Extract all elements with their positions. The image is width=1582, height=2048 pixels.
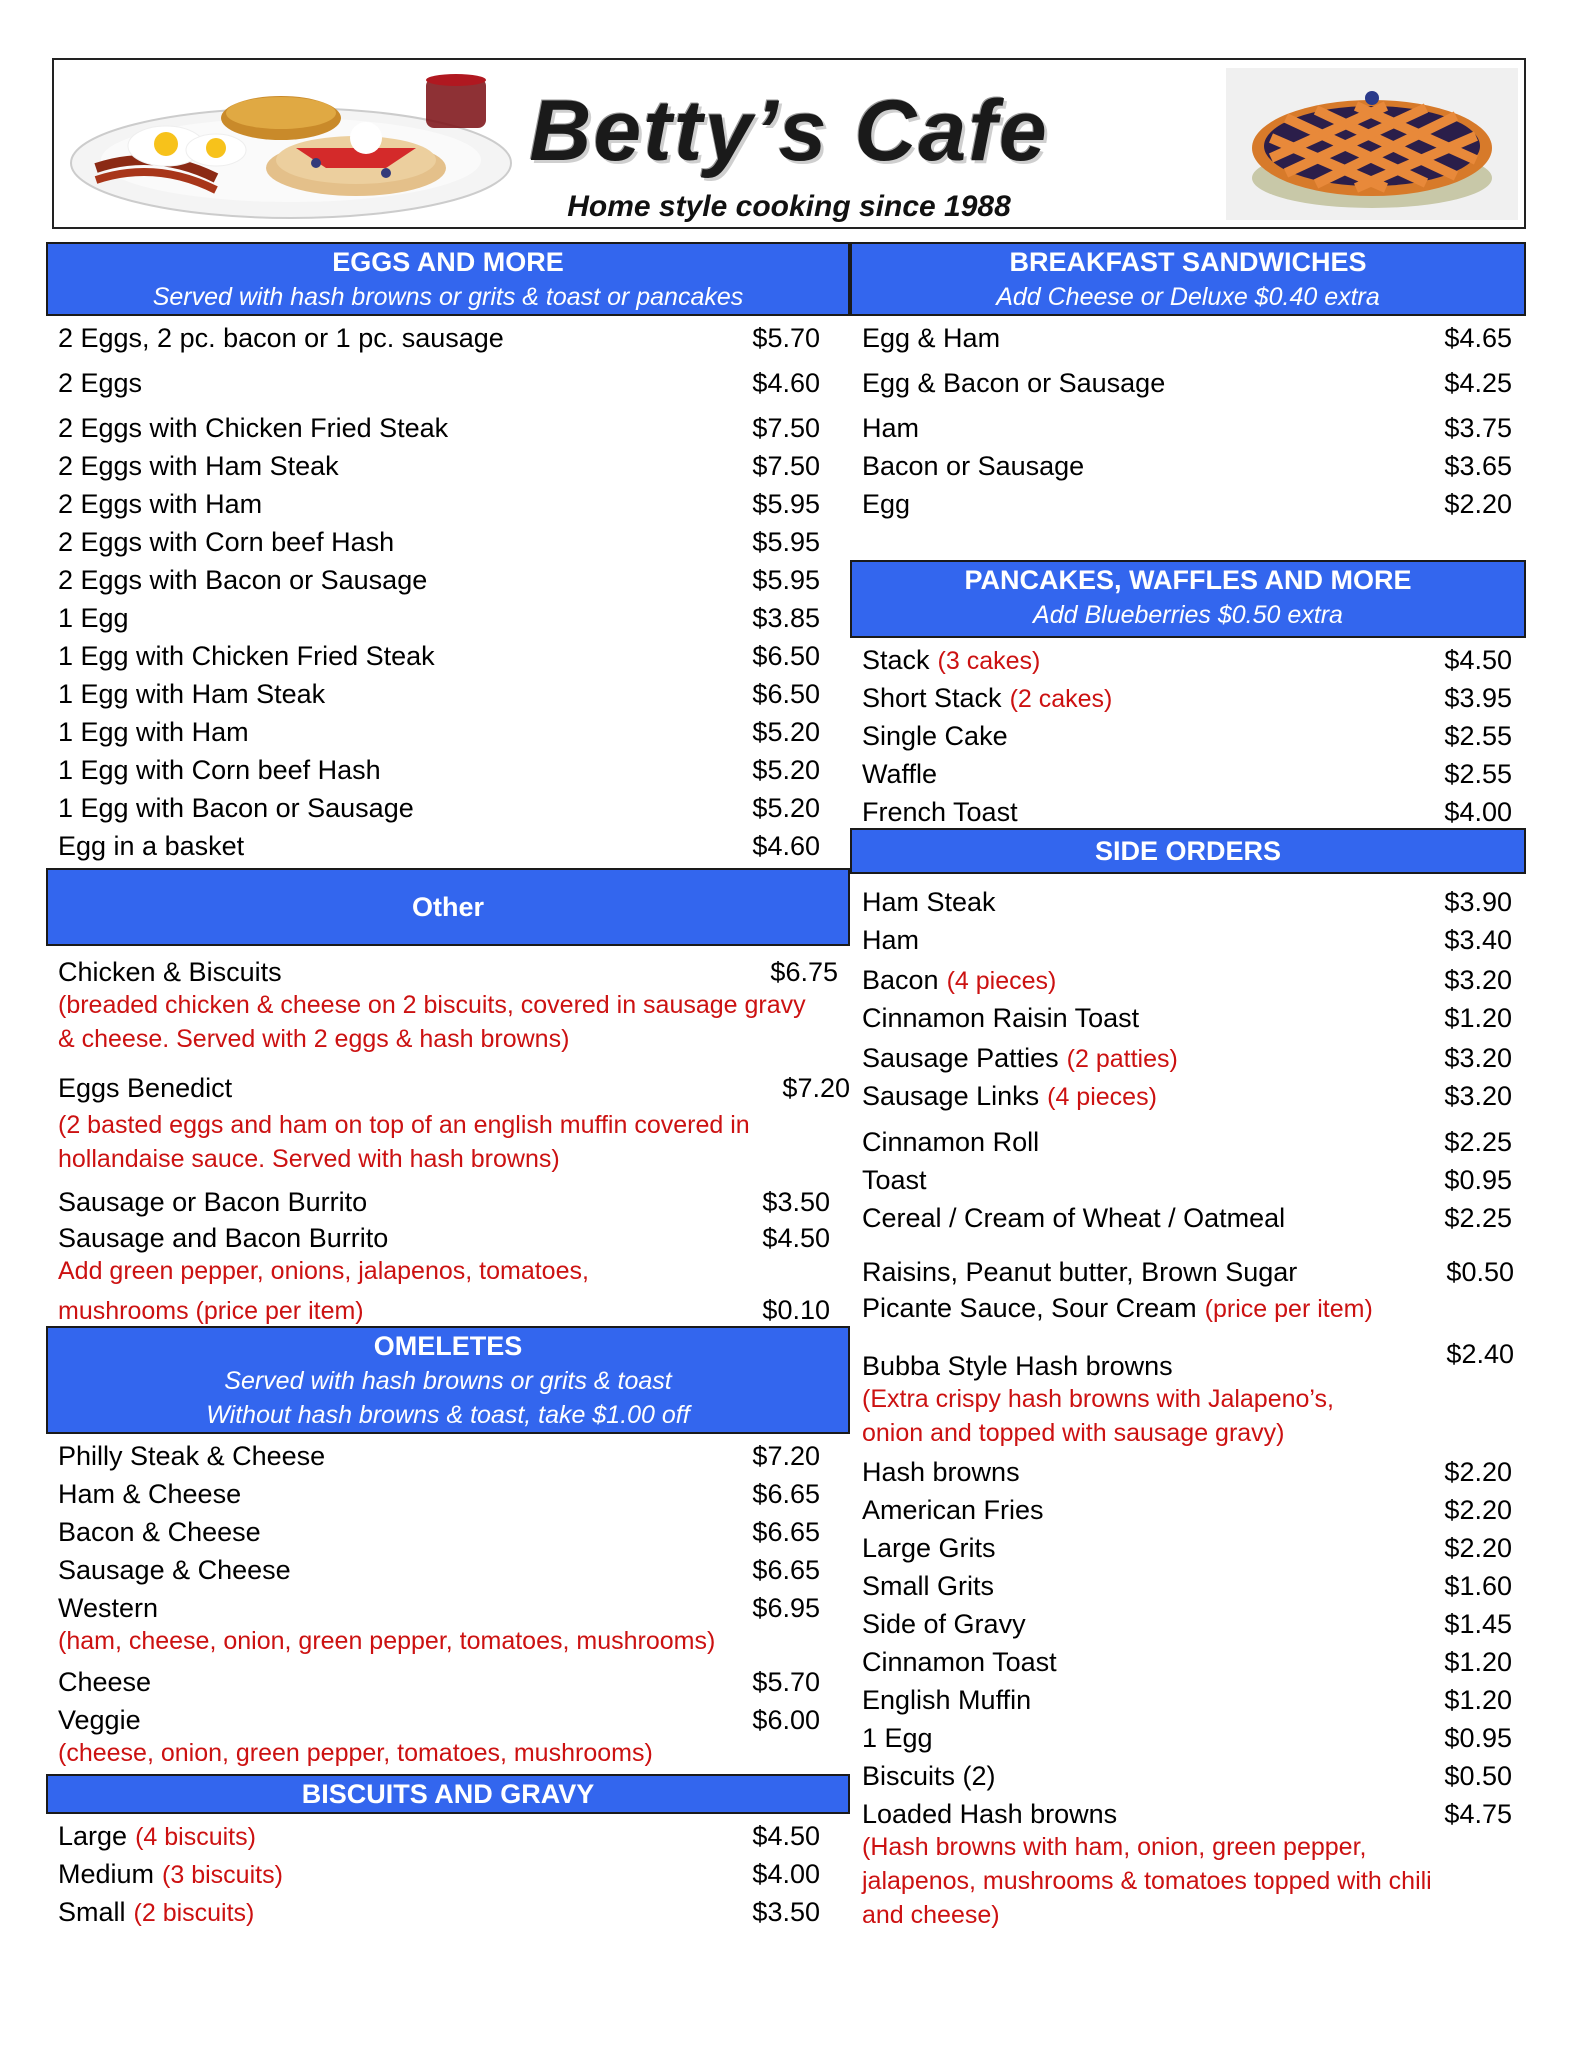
item-note: (breaded chicken & cheese on 2 biscuits, covered in sausage gravy & cheese. Served with 2 eggs & hash browns) (58, 991, 806, 1053)
item-label (58, 451, 339, 482)
item-label (862, 1127, 1039, 1158)
item-name: 1 Egg with Ham (58, 717, 249, 747)
item-name: Eggs Benedict (58, 1073, 233, 1103)
menu-item (46, 1814, 850, 1852)
item-name: 2 Eggs, 2 pc. bacon or 1 pc. sausage (58, 323, 504, 353)
item-name: Ham Steak (862, 887, 996, 917)
menu-item (46, 1658, 850, 1698)
toppings-line-1: Raisins, Peanut butter, Brown Sugar (862, 1257, 1298, 1287)
item-label (58, 368, 142, 399)
item-price: $2.25 (1444, 1127, 1512, 1157)
item-name: Cereal / Cream of Wheat / Oatmeal (862, 1203, 1286, 1233)
item-label (58, 717, 249, 748)
item-name: 2 Eggs with Corn beef Hash (58, 527, 395, 557)
addon-price: $0.10 (762, 1295, 830, 1325)
cafe-tagline: Home style cooking since 1988 (567, 190, 1011, 223)
item-detail: (3 cakes) (937, 647, 1041, 675)
item-name: Loaded Hash browns (862, 1799, 1118, 1829)
item-label (58, 603, 129, 634)
menu-item (850, 714, 1526, 752)
item-name: Side of Gravy (862, 1609, 1026, 1639)
item-detail: (4 pieces) (1047, 1083, 1157, 1111)
item-price: $0.95 (1444, 1165, 1512, 1195)
item-name: Small Grits (862, 1571, 995, 1601)
menu-item (850, 676, 1526, 714)
item-price: $6.65 (752, 1479, 820, 1509)
item-name: Cinnamon Roll (862, 1127, 1040, 1157)
side-orders-list-a (850, 874, 1526, 1112)
menu-item (46, 710, 850, 748)
item-price: $2.20 (1444, 489, 1512, 519)
item-label (862, 368, 1165, 399)
item-price: $4.60 (752, 831, 820, 861)
item-label (862, 413, 919, 444)
item-price: $3.40 (1444, 925, 1512, 955)
menu-item (46, 634, 850, 672)
toppings-price: $0.50 (1446, 1257, 1514, 1287)
eggs-list (46, 316, 850, 862)
item-label (862, 1495, 1044, 1526)
item-price: $5.95 (752, 527, 820, 557)
item-label (58, 755, 381, 786)
toppings-row-2 (850, 1288, 1526, 1324)
menu-item (850, 956, 1526, 996)
menu-item (850, 790, 1526, 828)
item-label (862, 451, 1084, 482)
eggs-section-subtitle: Served with hash browns or grits & toast or pancakes (152, 283, 744, 311)
item-detail: (2 cakes) (1009, 685, 1113, 713)
menu-item (850, 1074, 1526, 1112)
menu-item (46, 748, 850, 786)
item-price: $6.95 (752, 1593, 820, 1623)
item-name: Egg (862, 489, 911, 519)
item-label (58, 1897, 254, 1928)
item-detail: (4 pieces) (946, 967, 1057, 995)
item-price: $5.70 (752, 323, 820, 353)
item-label (58, 1821, 256, 1852)
item-price: $3.50 (762, 1187, 830, 1217)
item-name: Cinnamon Toast (862, 1647, 1057, 1677)
menu-item (850, 1120, 1526, 1158)
item-name: English Muffin (862, 1685, 1032, 1715)
item-price: $2.55 (1444, 759, 1512, 789)
menu-item (46, 1852, 850, 1890)
item-price: $3.20 (1444, 1081, 1512, 1111)
item-label (58, 489, 262, 520)
item-label (862, 1609, 1026, 1640)
menu-item (850, 1526, 1526, 1564)
item-label (862, 925, 919, 956)
item-name: Western (58, 1593, 159, 1623)
item-label (862, 1203, 1285, 1234)
item-price: $7.20 (752, 1441, 820, 1471)
menu-item (46, 1056, 850, 1104)
omeletes-section-header (46, 1326, 850, 1434)
toppings-row (850, 1234, 1526, 1288)
item-label (58, 565, 427, 596)
item-price: $2.55 (1444, 721, 1512, 751)
item-price: $6.65 (752, 1555, 820, 1585)
pancakes-section-subtitle: Add Blueberries $0.50 extra (1033, 601, 1343, 629)
item-label (58, 793, 414, 824)
item-label (58, 527, 394, 558)
item-price: $2.40 (1446, 1338, 1514, 1369)
item-name: Bacon (862, 965, 939, 995)
item-label (862, 1571, 994, 1602)
item-name: 2 Eggs with Chicken Fried Steak (58, 413, 449, 443)
item-name: Bubba Style Hash browns (862, 1351, 1173, 1381)
item-name: French Toast (862, 797, 1018, 827)
menu-item (46, 672, 850, 710)
item-label (862, 1533, 996, 1564)
item-price: $1.60 (1444, 1571, 1512, 1601)
menu-item (850, 1640, 1526, 1678)
item-price: $5.20 (752, 793, 820, 823)
item-label (58, 1555, 291, 1586)
item-label (58, 831, 244, 862)
item-price: $2.25 (1444, 1203, 1512, 1233)
item-price: $4.60 (752, 368, 820, 398)
left-column (46, 242, 850, 1928)
biscuits-section-title: BISCUITS AND GRAVY (301, 1779, 595, 1809)
menu-item (46, 1218, 850, 1254)
menu-item (46, 596, 850, 634)
biscuit-list (46, 1814, 850, 1928)
menu-item (850, 1450, 1526, 1488)
item-label (862, 1457, 1020, 1488)
cafe-title: Betty’s Cafe (529, 83, 1049, 179)
side-orders-list-c (850, 1450, 1526, 1830)
menu-item (850, 752, 1526, 790)
pancakes-section-header (850, 560, 1526, 638)
menu-item (850, 918, 1526, 956)
item-price: $2.20 (1444, 1495, 1512, 1525)
item-label (862, 683, 1112, 714)
menu-item (850, 444, 1526, 482)
item-label (58, 1517, 261, 1548)
menu-item (850, 996, 1526, 1034)
item-name: Biscuits (2) (862, 1761, 996, 1791)
item-name: American Fries (862, 1495, 1044, 1525)
omeletes-section-subtitle-1: Served with hash browns or grits & toast (224, 1367, 672, 1395)
item-label (862, 323, 1000, 354)
item-price: $5.70 (752, 1667, 820, 1697)
menu-item (46, 520, 850, 558)
menu-item (850, 1196, 1526, 1234)
menu-item (46, 399, 850, 444)
menu-item (46, 786, 850, 824)
western-note: (ham, cheese, onion, green pepper, tomatoes, mushrooms) (58, 1627, 716, 1655)
item-label (862, 1685, 1031, 1716)
item-price: $6.50 (752, 679, 820, 709)
bubba-note: (Extra crispy hash browns with Jalapeno’s, onion and topped with sausage gravy) (862, 1385, 1334, 1447)
item-label (58, 679, 325, 710)
menu-item (850, 1754, 1526, 1792)
item-name: Medium (58, 1859, 155, 1889)
sides-section-header (850, 828, 1526, 874)
item-price: $7.50 (752, 451, 820, 481)
item-price: $5.20 (752, 755, 820, 785)
pancake-list (850, 638, 1526, 828)
menu-item (850, 874, 1526, 918)
addon-row (46, 1288, 850, 1326)
right-column (850, 242, 1526, 1932)
other-section-header (46, 868, 850, 946)
item-price: $4.50 (762, 1223, 830, 1253)
menu-item (850, 399, 1526, 444)
item-price: $0.95 (1444, 1723, 1512, 1753)
eggs-section-header (46, 242, 850, 316)
item-name: 1 Egg with Ham Steak (58, 679, 326, 709)
item-price: $1.20 (1444, 1003, 1512, 1033)
item-label (862, 1647, 1057, 1678)
other-section-title: Other (411, 892, 484, 922)
item-name: 1 Egg (58, 603, 129, 633)
item-price: $7.20 (782, 1073, 850, 1103)
item-name: Cheese (58, 1667, 152, 1697)
item-price: $6.50 (752, 641, 820, 671)
menu-item (46, 1472, 850, 1510)
menu-item (46, 946, 850, 988)
item-price: $4.50 (752, 1821, 820, 1851)
item-label (58, 1441, 325, 1472)
item-name: 2 Eggs with Ham (58, 489, 263, 519)
menu-item (850, 1488, 1526, 1526)
menu-item (46, 316, 850, 354)
item-price: $5.20 (752, 717, 820, 747)
item-price: $3.85 (752, 603, 820, 633)
item-label (58, 1479, 241, 1510)
item-name: Sausage and Bacon Burrito (58, 1223, 389, 1253)
menu-header (52, 58, 1526, 229)
sandwiches-section-title: BREAKFAST SANDWICHES (1009, 247, 1367, 277)
omeletes-section-subtitle-2: Without hash browns & toast, take $1.00 off (206, 1401, 690, 1429)
item-name: Philly Steak & Cheese (58, 1441, 326, 1471)
item-detail: (4 biscuits) (135, 1823, 256, 1851)
item-label (58, 641, 435, 672)
item-price: $3.90 (1444, 887, 1512, 917)
item-name: Sausage or Bacon Burrito (58, 1187, 368, 1217)
item-label (862, 645, 1040, 676)
item-price: $6.75 (770, 957, 838, 987)
item-price: $5.95 (752, 565, 820, 595)
item-label (862, 1081, 1157, 1112)
side-orders-list-b (850, 1120, 1526, 1234)
item-label (58, 323, 504, 354)
item-name: Sausage Links (862, 1081, 1040, 1111)
item-price: $4.00 (752, 1859, 820, 1889)
menu-item (46, 1434, 850, 1472)
item-name: 1 Egg with Chicken Fried Steak (58, 641, 435, 671)
item-name: 2 Eggs with Ham Steak (58, 451, 339, 481)
item-label (862, 1761, 996, 1792)
item-name: Ham (862, 413, 920, 443)
menu-item (850, 482, 1526, 520)
item-price: $3.20 (1444, 1043, 1512, 1073)
item-label (862, 721, 1008, 752)
item-label (862, 1043, 1178, 1074)
toppings-detail: (price per item) (1204, 1295, 1373, 1323)
item-label (862, 1165, 927, 1196)
item-name: Bacon & Cheese (58, 1517, 261, 1547)
item-name: 1 Egg (862, 1723, 933, 1753)
addon-note-line2: mushrooms (price per item) (58, 1297, 364, 1325)
menu-item (850, 1602, 1526, 1640)
item-name: Chicken & Biscuits (58, 957, 282, 987)
item-label (58, 1859, 283, 1890)
item-price: $1.20 (1444, 1647, 1512, 1677)
item-price: $4.65 (1444, 323, 1512, 353)
blueberry-pie-image (1226, 68, 1518, 220)
item-label (862, 1799, 1117, 1830)
item-label (862, 797, 1018, 828)
menu-item (850, 1324, 1526, 1382)
item-name: Egg & Ham (862, 323, 1001, 353)
menu-item (850, 1792, 1526, 1830)
toppings-line-2: Picante Sauce, Sour Cream (862, 1293, 1197, 1323)
item-price: $0.50 (1444, 1761, 1512, 1791)
item-label (58, 1593, 158, 1624)
item-price: $2.20 (1444, 1457, 1512, 1487)
menu-item (46, 1548, 850, 1586)
item-name: Large Grits (862, 1533, 996, 1563)
item-price: $5.95 (752, 489, 820, 519)
item-name: Large (58, 1821, 128, 1851)
item-price: $3.20 (1444, 965, 1512, 995)
menu-item (46, 824, 850, 862)
item-name: Egg & Bacon or Sausage (862, 368, 1166, 398)
menu-item (850, 1158, 1526, 1196)
item-price: $7.50 (752, 413, 820, 443)
menu-item (850, 1716, 1526, 1754)
biscuits-section-header (46, 1774, 850, 1814)
addon-note-line1: Add green pepper, onions, jalapenos, tomatoes, (58, 1257, 589, 1285)
item-detail: (2 biscuits) (133, 1899, 255, 1927)
item-price: $2.20 (1444, 1533, 1512, 1563)
item-label (862, 965, 1056, 996)
item-label (862, 1723, 933, 1754)
item-price: $3.75 (1444, 413, 1512, 443)
menu-item (850, 354, 1526, 399)
item-name: Ham (862, 925, 920, 955)
item-name: Small (58, 1897, 126, 1927)
item-price: $4.25 (1444, 368, 1512, 398)
item-price: $1.20 (1444, 1685, 1512, 1715)
omelete-list (46, 1434, 850, 1624)
sandwich-list (850, 316, 1526, 560)
item-name: Veggie (58, 1705, 141, 1735)
item-name: 1 Egg with Bacon or Sausage (58, 793, 414, 823)
item-label (862, 1003, 1139, 1034)
menu-item (46, 1510, 850, 1548)
item-note: (2 basted eggs and ham on top of an english muffin covered in hollandaise sauce. Served with hash browns) (58, 1111, 750, 1173)
item-name: 2 Eggs (58, 368, 143, 398)
menu-item (46, 482, 850, 520)
item-price: $3.65 (1444, 451, 1512, 481)
item-name: Hash browns (862, 1457, 1020, 1487)
menu-item (850, 316, 1526, 354)
item-name: Single Cake (862, 721, 1008, 751)
menu-item (850, 1034, 1526, 1074)
item-price: $4.00 (1444, 797, 1512, 827)
menu-item (850, 1678, 1526, 1716)
item-name: Stack (862, 645, 930, 675)
item-label (862, 887, 996, 918)
item-price: $4.75 (1444, 1799, 1512, 1829)
item-label (862, 759, 937, 790)
item-price: $4.50 (1444, 645, 1512, 675)
item-name: Toast (862, 1165, 927, 1195)
item-detail: (2 patties) (1066, 1045, 1178, 1073)
sides-section-title: SIDE ORDERS (1094, 836, 1282, 866)
menu-item (46, 558, 850, 596)
item-name: 1 Egg with Corn beef Hash (58, 755, 381, 785)
veggie-note: (cheese, onion, green pepper, tomatoes, mushrooms) (58, 1739, 653, 1767)
item-name: Sausage Patties (862, 1043, 1059, 1073)
item-name: Cinnamon Raisin Toast (862, 1003, 1140, 1033)
item-price: $3.50 (752, 1897, 820, 1927)
sandwiches-section-subtitle: Add Cheese or Deluxe $0.40 extra (996, 283, 1380, 311)
loaded-hash-browns-note: (Hash browns with ham, onion, green pepper, jalapenos, mushrooms & tomatoes topped with chili and cheese) (862, 1833, 1432, 1929)
item-name: Waffle (862, 759, 938, 789)
item-price: $3.95 (1444, 683, 1512, 713)
menu-item (46, 1890, 850, 1928)
pancakes-section-title: PANCAKES, WAFFLES AND MORE (964, 565, 1412, 595)
menu-item (46, 1586, 850, 1624)
sandwiches-section-header (850, 242, 1526, 316)
item-detail: (3 biscuits) (162, 1861, 283, 1889)
menu-item (46, 1698, 850, 1736)
item-price: $6.00 (752, 1705, 820, 1735)
item-name: Short Stack (862, 683, 1002, 713)
item-name: Bacon or Sausage (862, 451, 1085, 481)
menu-item (850, 638, 1526, 676)
item-name: 2 Eggs with Bacon or Sausage (58, 565, 428, 595)
item-name: Sausage & Cheese (58, 1555, 291, 1585)
item-label (58, 413, 448, 444)
item-label (862, 489, 910, 520)
eggs-section-title: EGGS AND MORE (332, 247, 564, 277)
item-name: Egg in a basket (58, 831, 245, 861)
item-price: $6.65 (752, 1517, 820, 1547)
item-name: Ham & Cheese (58, 1479, 242, 1509)
menu-item (46, 354, 850, 399)
menu-item (850, 1564, 1526, 1602)
menu-item (46, 1176, 850, 1218)
item-price: $1.45 (1444, 1609, 1512, 1639)
menu-item (46, 444, 850, 482)
omeletes-section-title: OMELETES (373, 1331, 523, 1361)
